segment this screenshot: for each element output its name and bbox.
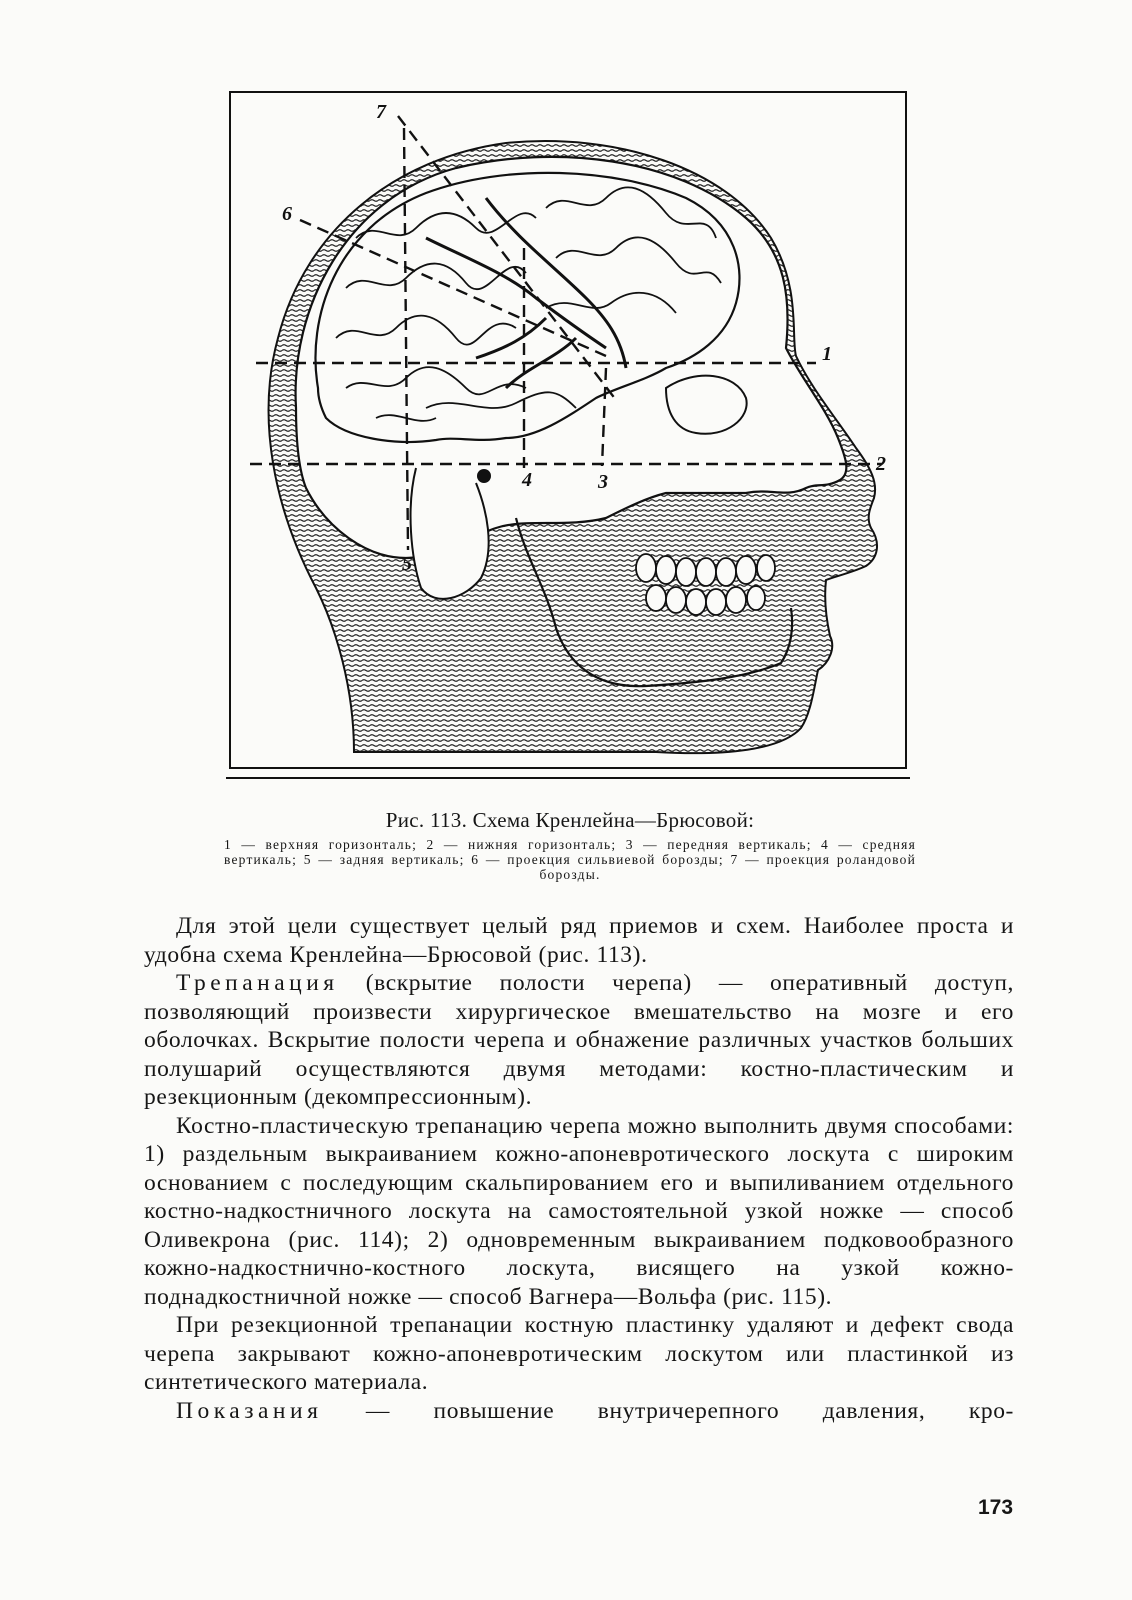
ear-region <box>411 468 489 599</box>
paragraph-2 <box>144 969 1014 1112</box>
figure-kronlein-scheme <box>226 88 910 788</box>
paragraph-5-text: — повышение внутричерепного давления, кро- <box>322 1397 1014 1424</box>
paragraph-4-text: При резекционной трепанации костную пластинку удаляют и дефект свода черепа закрывают кожно-апоневротическим лоскутом или пластинкой из синтетического материала. <box>144 1312 1014 1395</box>
paragraph-1 <box>144 912 1014 969</box>
page-number: 173 <box>978 1496 1014 1519</box>
caption-title: Рис. 113. Схема Кренлейна—Брюсовой: <box>385 808 755 832</box>
paragraph-2-lead: Трепанация <box>176 970 339 996</box>
paragraph-5 <box>144 1397 1014 1426</box>
figure-caption <box>220 808 920 882</box>
label-5: 5 <box>402 553 412 575</box>
label-3: 3 <box>598 471 608 493</box>
paragraph-1-text: Для этой цели существует целый ряд приемов и схем. Наиболее проста и удобна схема Кренлейна—Брюсовой (рис. 113). <box>144 913 1014 968</box>
paragraph-4 <box>144 1311 1014 1397</box>
head-skull-brain-illustration <box>226 88 910 788</box>
label-7: 7 <box>376 101 386 123</box>
paragraph-3 <box>144 1112 1014 1312</box>
body-text <box>144 912 1014 1425</box>
label-2: 2 <box>876 453 886 475</box>
paragraph-3-text: Костно-пластическую трепанацию черепа можно выполнить двумя способами: 1) раздельным выкраиванием кожно-апоневротического лоскута с широким основанием с последующим скальпированием его и выпиливанием отдельного костно-надкостничного лоскута на самостоятельной узкой ножке — способ Оливекрона (рис. 114); 2) одновременным выкраиванием подковообразного кожно-надкостнично-костного лоскута, висящего на узкой кожно-поднадкостничной ножке — способ Вагнера—Вольфа (рис. 115). <box>144 1112 1014 1310</box>
paragraph-5-lead: Показания <box>176 1397 323 1424</box>
paragraph-2-text: (вскрытие полости черепа) — оперативный доступ, позволяющий произвести хирургическое вмешательство на мозге и его оболочках. Вскрытие полости черепа и обнажение различных участков больших полушарий осуществляются двумя методами: костно-пластическим и резекционным (декомпрессионным). <box>144 970 1014 1110</box>
label-1: 1 <box>822 343 832 365</box>
caption-legend: 1 — верхняя горизонталь; 2 — нижняя горизонталь; 3 — передняя вертикаль; 4 — средняя вертикаль; 5 — задняя вертикаль; 6 — проекция сильвиевой борозды; 7 — проекция роландовой борозды. <box>224 837 916 882</box>
label-4: 4 <box>522 469 532 491</box>
label-6: 6 <box>282 203 292 225</box>
